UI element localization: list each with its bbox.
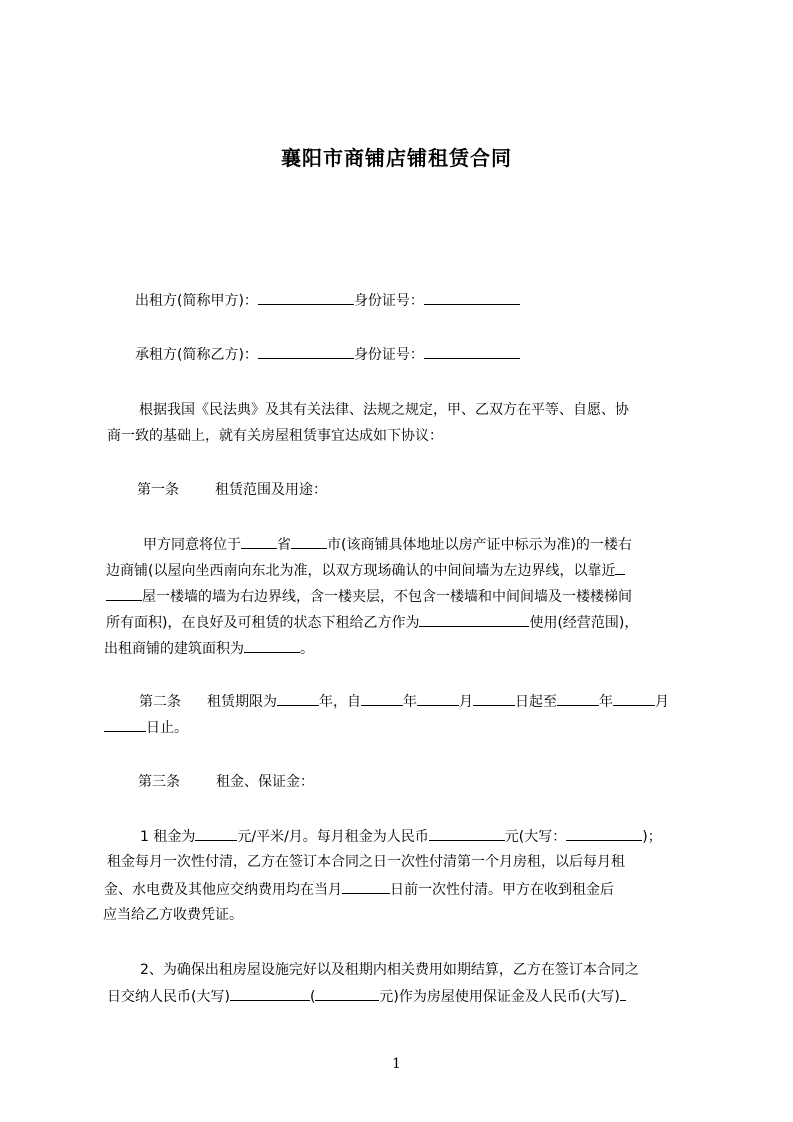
city-blank[interactable] [291,534,327,549]
payment-day-blank[interactable] [342,879,390,894]
lessor-line [135,290,520,311]
lessee-name-blank[interactable] [258,344,354,359]
article1-line-5: 出租商铺的建筑面积为 。 [104,638,314,659]
preamble-line-1: 根据我国《民法典》及其有关法律、法规之规定，甲、乙双方在平等、自愿、协 [139,402,629,418]
lessor-id-blank[interactable] [424,290,520,305]
article3-p2-line-1: 2、为确保出租房屋设施完好以及租期内相关费用如期结算，乙方在签订本合同之 [140,962,639,978]
article1-heading-line [137,480,327,500]
monthly-rent-blank[interactable] [429,826,505,841]
article1-line-4: 所有面积)，在良好及可租赁的状态下租给乙方作为 使用(经营范围)， [106,612,638,633]
start-year-blank[interactable] [361,691,403,706]
article1-heading: 第一条 [137,482,179,498]
article1-line-1: 甲方同意将位于 省 市(该商铺具体地址以房产证中标示为准)的一楼右 [143,534,632,555]
start-day-blank[interactable] [473,691,515,706]
lessee-id-label: 身份证号： [353,347,424,363]
article3-heading-line [138,772,314,792]
article2-line-2: 日止。 [104,717,188,738]
lessee-id-blank[interactable] [424,344,520,359]
adjacent-building-blank[interactable] [106,586,142,601]
article3-p1-line-2: 租金每月一次性付清，乙方在签订本合同之日一次性付清第一个月房租，以后每月租 [107,854,625,870]
page-number: 1 [392,1056,401,1072]
article3-p1-line-3: 金、水电费及其他应交纳费用均在当月 日前一次性付清。甲方在收到租金后 [104,879,614,900]
lessor-name-blank[interactable] [258,290,354,305]
article1-line-3: 屋一楼墙的墙为右边界线，含一楼夹层，不包含一楼墙和中间间墙及一楼楼梯间 [106,586,632,607]
monthly-rent-words-blank[interactable] [566,826,642,841]
start-month-blank[interactable] [417,691,459,706]
deposit-words-blank[interactable] [230,986,310,1001]
lessee-label: 承租方(简称乙方)： [135,347,258,363]
article3-heading: 第三条 [138,774,180,790]
lessee-line [135,344,520,365]
article3-p1-line-1: 1 租金为 元/平米/月。每月租金为人民币 元(大写： )； [140,826,662,847]
area-blank[interactable] [244,638,300,653]
article2-heading: 第二条 [139,694,181,710]
article1-line-2: 边商铺(以屋向坐西南向东北为准，以双方现场确认的中间间墙为左边界线，以靠近 [106,560,625,581]
province-blank[interactable] [241,534,277,549]
usage-blank[interactable] [419,612,529,627]
contract-title: 襄阳市商铺店铺租赁合同 [281,146,512,170]
lessor-label: 出租方(简称甲方)： [135,293,258,309]
end-day-blank[interactable] [104,717,146,732]
preamble-line-2: 商一致的基础上，就有关房屋租赁事宜达成如下协议： [107,428,443,444]
article1-title: 租赁范围及用途： [215,482,327,498]
article3-p2-line-2: 日交纳人民币(大写) ( 元)作为房屋使用保证金及人民币(大写) [107,986,626,1007]
end-year-blank[interactable] [557,691,599,706]
article2-line-1: 第二条 租赁期限为 年，自 年 月 日起至 年 月 [139,691,669,712]
deposit-amount-blank[interactable] [315,986,379,1001]
article3-p1-line-4: 应当给乙方收费凭证。 [103,907,243,923]
rent-rate-blank[interactable] [195,826,237,841]
end-month-blank[interactable] [613,691,655,706]
term-years-blank[interactable] [277,691,319,706]
lessor-id-label: 身份证号： [353,293,424,309]
article3-title: 租金、保证金： [216,774,314,790]
